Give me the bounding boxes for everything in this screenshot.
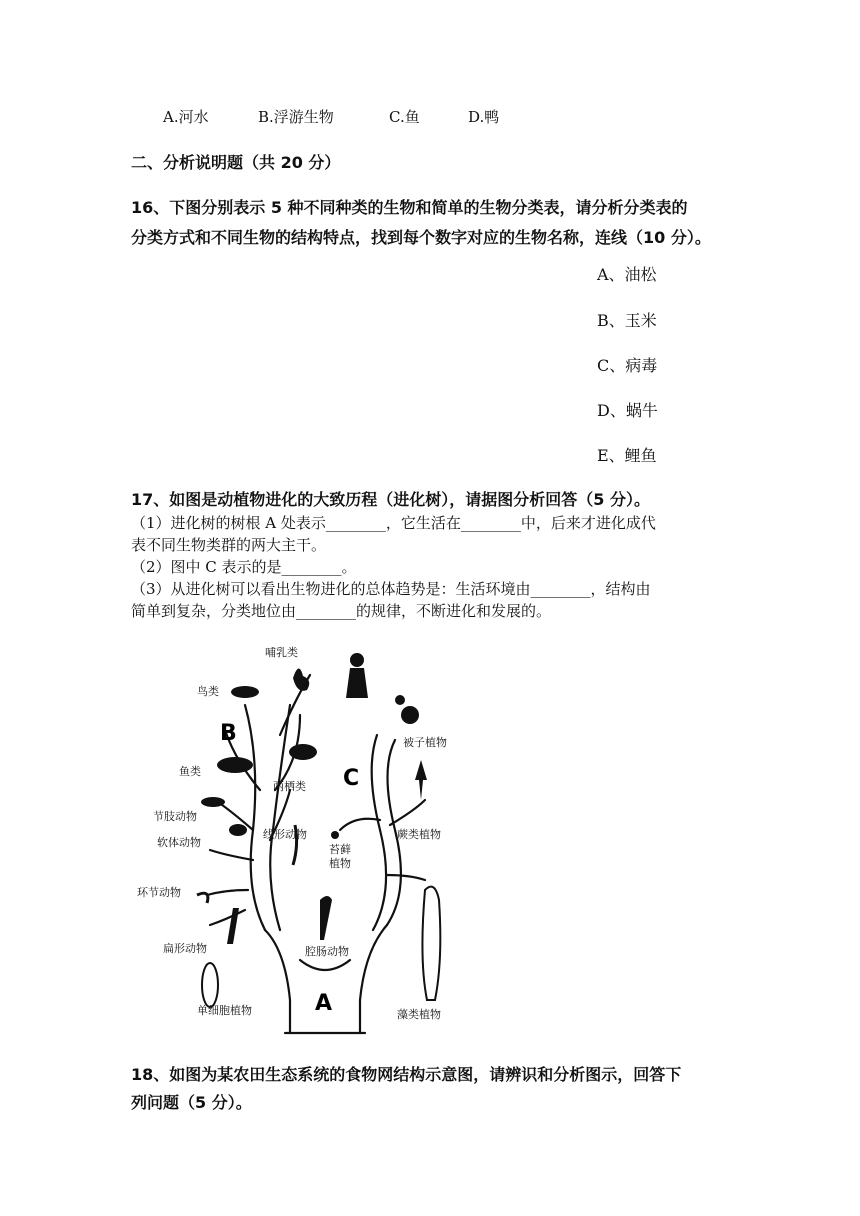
- moss-icon: [331, 831, 339, 839]
- label-angiosperms: 被子植物: [403, 736, 447, 749]
- q17-part1-line2: 表不同生物类群的两大主干。: [131, 536, 327, 554]
- unicellular-icon: [202, 963, 218, 1007]
- label-nematodes: 线形动物: [263, 828, 307, 841]
- algae-icon: [422, 887, 440, 1000]
- fish-icon: [217, 757, 253, 773]
- q16-option-e: E、鲤鱼: [597, 446, 657, 465]
- letter-c: C: [343, 766, 360, 791]
- q16-option-d: D、蜗牛: [597, 401, 658, 420]
- label-mosses-2: 植物: [329, 857, 351, 870]
- label-birds: 鸟类: [197, 685, 219, 698]
- label-amphibians: 两栖类: [273, 780, 306, 793]
- label-flatworms: 扁形动物: [163, 942, 207, 955]
- label-annelids: 环节动物: [137, 886, 181, 899]
- flatworm-icon: [227, 908, 239, 944]
- label-fish: 鱼类: [179, 765, 201, 778]
- annelid-icon: [197, 893, 208, 903]
- q17-part1-line1: （1）进化树的树根 A 处表示________，它生活在________中，后来才进化成代: [131, 514, 656, 532]
- q16-option-c: C、病毒: [597, 356, 658, 375]
- q16-option-b: B、玉米: [597, 311, 657, 330]
- snail-icon: [229, 824, 247, 836]
- q17-title: 17、如图是动植物进化的大致历程（进化树），请据图分析回答（5 分）。: [131, 490, 650, 509]
- q16-line-1: 16、下图分别表示 5 种不同种类的生物和简单的生物分类表，请分析分类表的: [131, 198, 688, 217]
- letter-a: A: [315, 991, 333, 1016]
- letter-b: B: [220, 721, 237, 746]
- section-title: 二、分析说明题（共 20 分）: [131, 153, 341, 172]
- option-b: B.浮游生物: [258, 108, 334, 126]
- evolution-tree-figure: [125, 640, 465, 1040]
- q17-part3-line2: 简单到复杂，分类地位由________的规律，不断进化和发展的。: [131, 602, 552, 620]
- frog-icon: [289, 744, 317, 760]
- label-unicellular: 单细胞植物: [197, 1004, 252, 1017]
- label-coelenterates: 腔肠动物: [305, 945, 349, 958]
- coelenterate-icon: [320, 896, 332, 940]
- angiosperm-icon: [401, 706, 419, 724]
- q17-part3-line1: （3）从进化树可以看出生物进化的总体趋势是：生活环境由________，结构由: [131, 580, 651, 598]
- label-ferns: 蕨类植物: [397, 828, 441, 841]
- fern-icon: [415, 760, 427, 800]
- human-icon: [350, 653, 364, 667]
- option-a: A.河水: [163, 108, 209, 126]
- label-mammals: 哺乳类: [265, 646, 298, 659]
- q17-part2: （2）图中 C 表示的是________。: [131, 558, 357, 576]
- rabbit-icon: [293, 668, 309, 690]
- label-arthropods: 节肢动物: [153, 810, 197, 823]
- option-c: C.鱼: [389, 108, 420, 126]
- label-molluscs: 软体动物: [157, 836, 201, 849]
- q16-line-2: 分类方式和不同生物的结构特点，找到每个数字对应的生物名称，连线（10 分）。: [131, 228, 711, 247]
- label-algae: 藻类植物: [397, 1008, 441, 1021]
- q16-option-a: A、油松: [597, 265, 657, 284]
- label-mosses-1: 苔藓: [329, 843, 351, 856]
- option-d: D.鸭: [468, 108, 500, 126]
- q18-line-1: 18、如图为某农田生态系统的食物网结构示意图，请辨识和分析图示，回答下: [131, 1065, 682, 1084]
- q18-line-2: 列问题（5 分）。: [131, 1093, 252, 1112]
- bird-icon: [231, 686, 259, 698]
- arthropod-icon: [201, 797, 225, 807]
